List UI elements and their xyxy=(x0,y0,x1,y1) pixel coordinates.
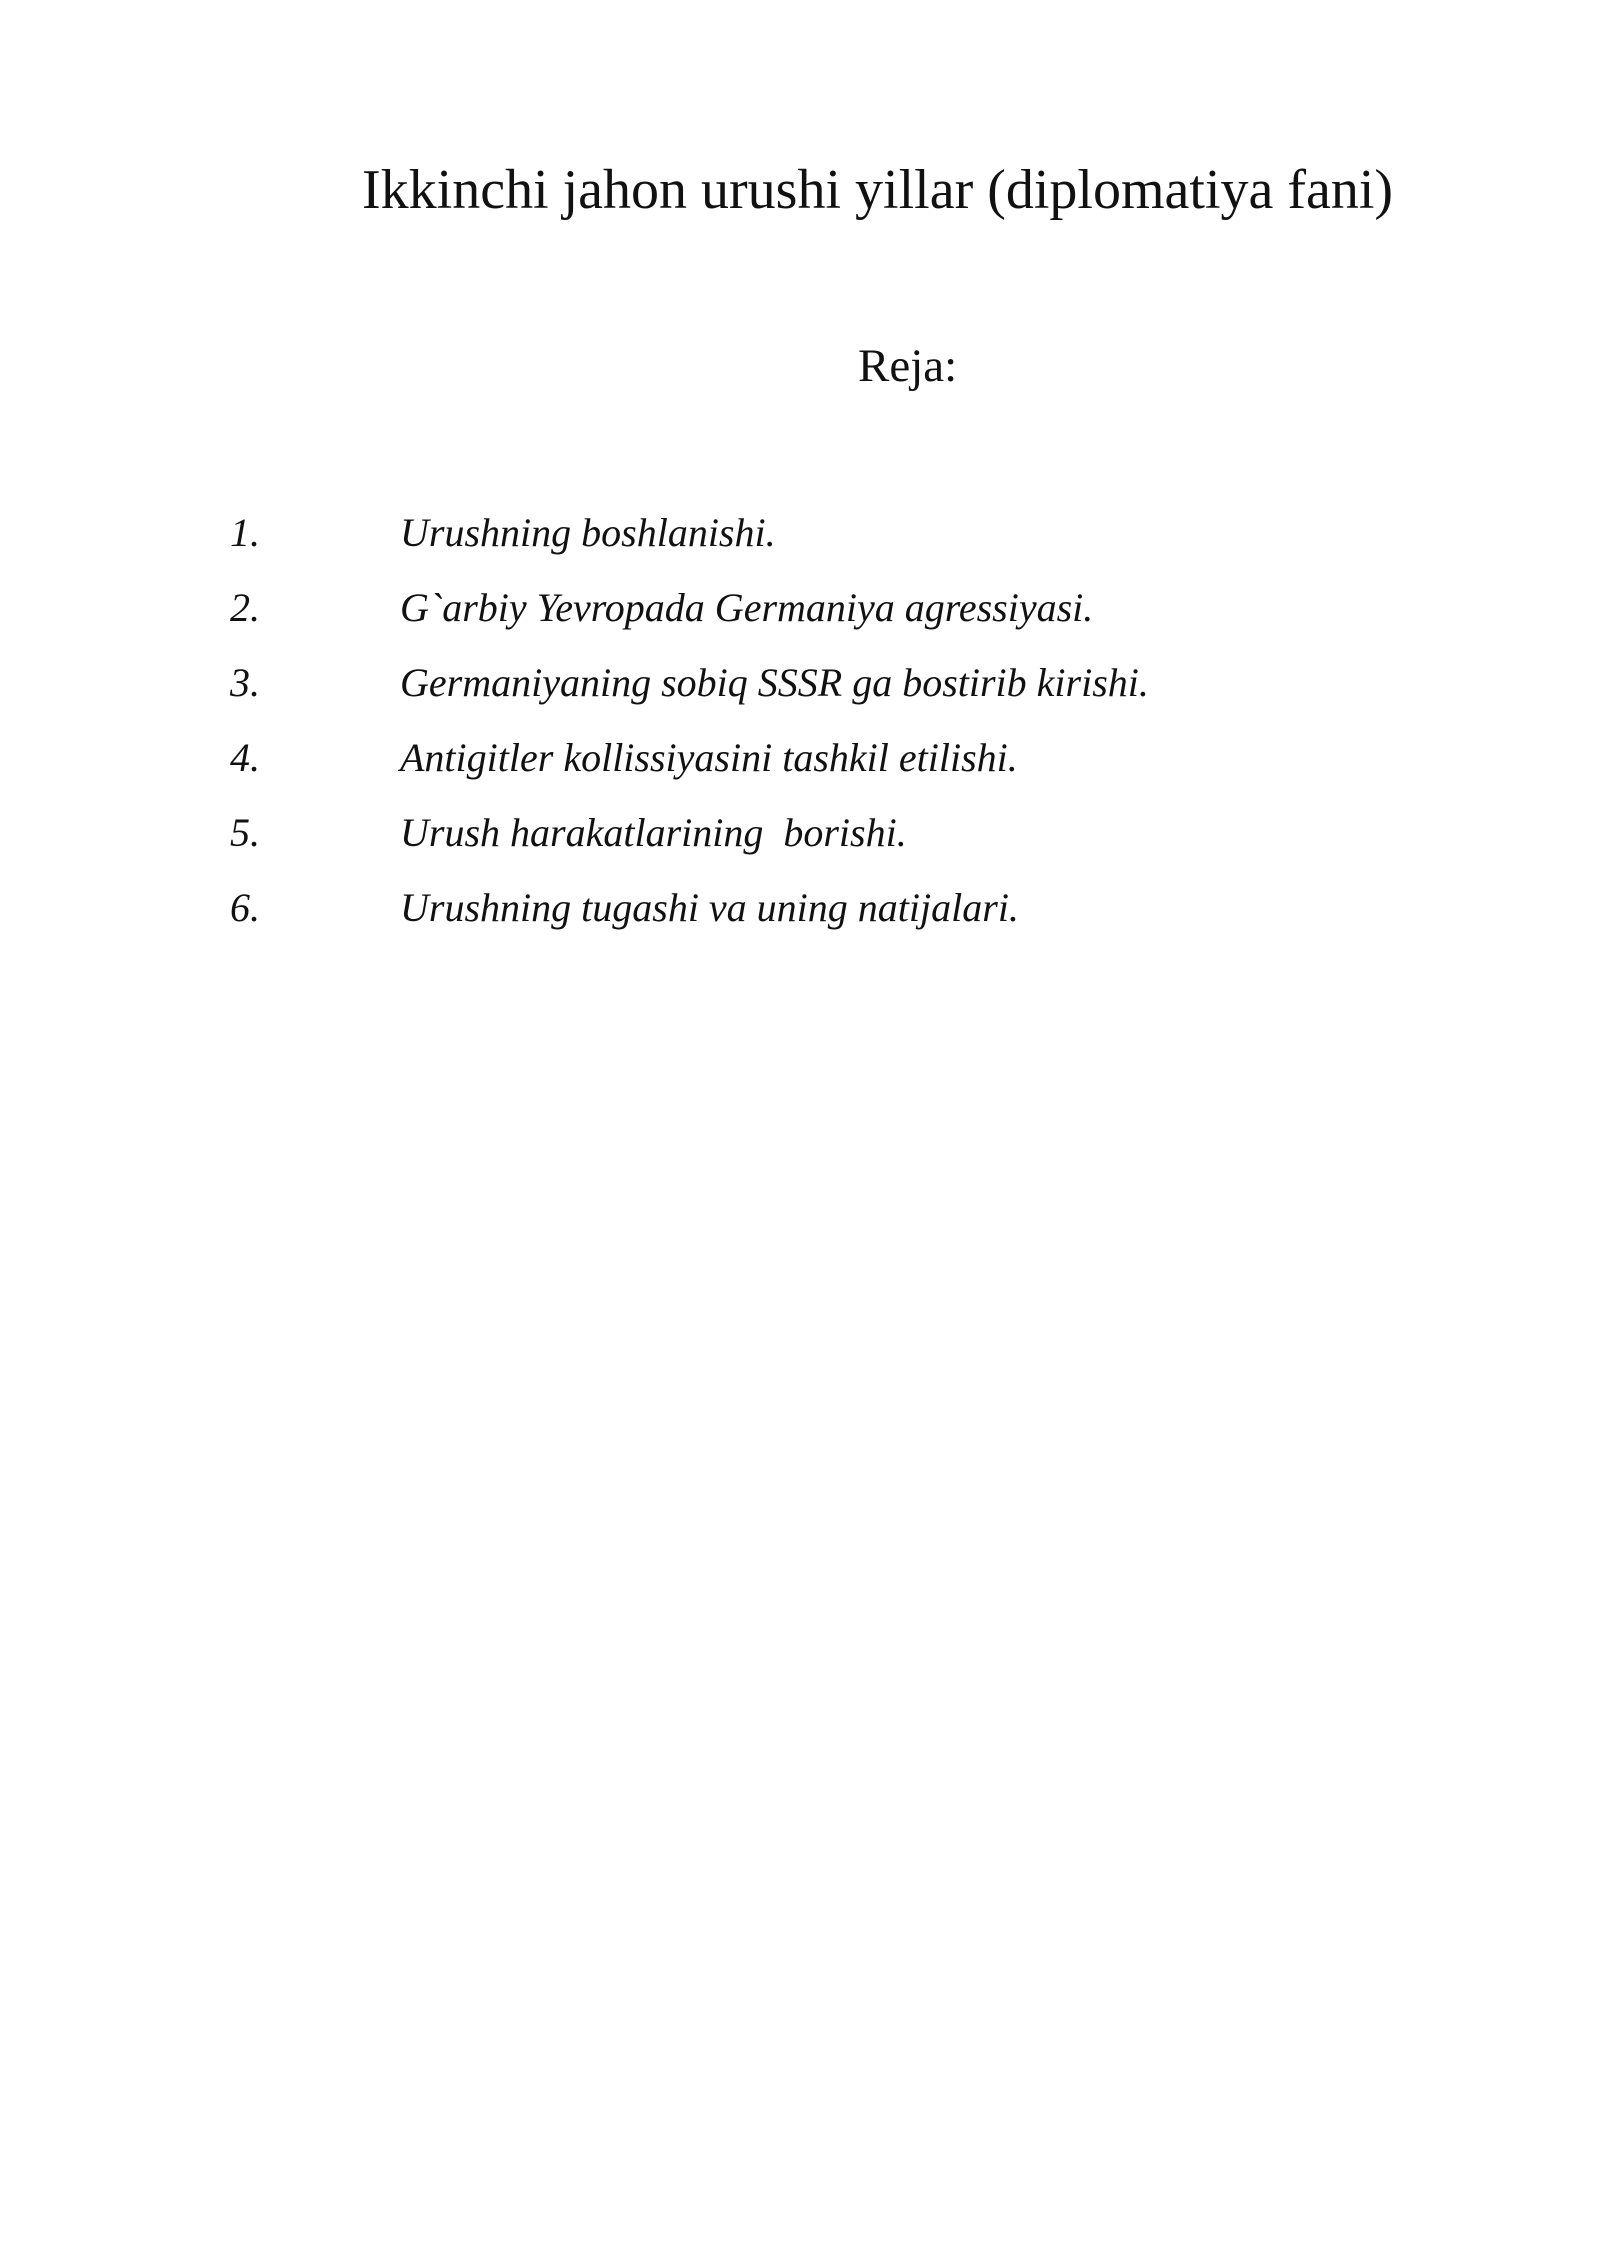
plan-item-4 xyxy=(0,730,1300,805)
plan-heading: Reja: xyxy=(858,340,958,392)
plan-item-text: Urushning tugashi va uning natijalari. xyxy=(400,885,1019,930)
plan-item-number: 4. xyxy=(230,735,260,780)
plan-item-number: 3. xyxy=(230,660,260,705)
document-title: Ikkinchi jahon urushi yillar (diplomatiya fani) xyxy=(362,159,1394,221)
plan-item-text: Germaniyaning sobiq SSSR ga bostirib kirishi. xyxy=(400,660,1149,705)
plan-list xyxy=(0,505,1300,955)
plan-item-number: 2. xyxy=(230,585,260,630)
plan-item-1 xyxy=(0,505,1300,580)
plan-item-6 xyxy=(0,880,1300,955)
plan-item-5 xyxy=(0,805,1300,880)
plan-item-text: Antigitler kollissiyasini tashkil etilishi. xyxy=(400,735,1018,780)
plan-item-3 xyxy=(0,655,1300,730)
plan-item-text: G`arbiy Yevropada Germaniya agressiyasi. xyxy=(400,585,1094,630)
plan-item-2 xyxy=(0,580,1300,655)
plan-item-text: Urushning boshlanishi. xyxy=(400,510,776,555)
plan-item-number: 5. xyxy=(230,810,260,855)
plan-item-number: 6. xyxy=(230,885,260,930)
plan-item-text: Urush harakatlarining borishi. xyxy=(400,810,907,855)
plan-item-number: 1. xyxy=(230,510,260,555)
